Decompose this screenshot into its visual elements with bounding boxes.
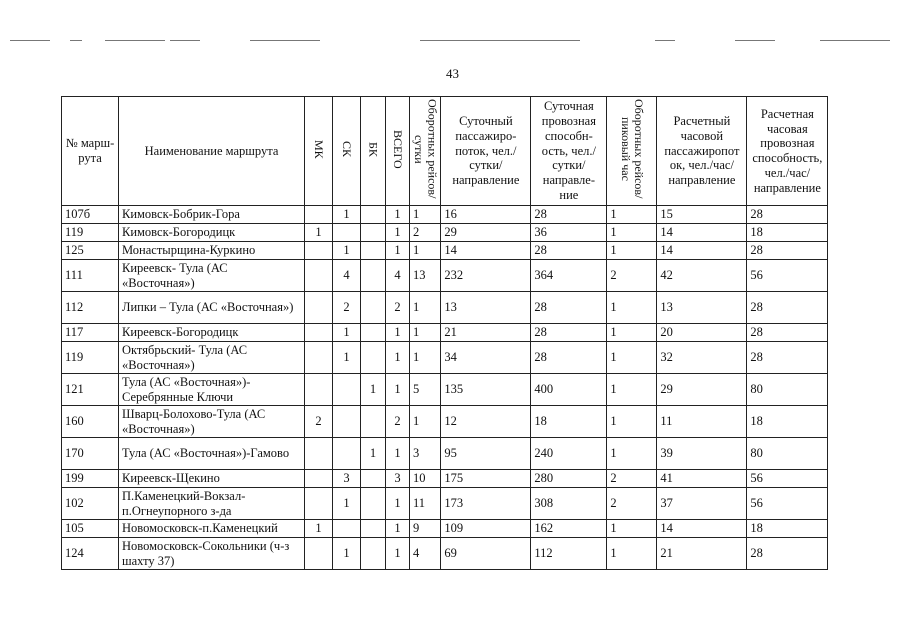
cell-bk: 1 (361, 438, 386, 470)
header-route-number: № марш-рута (62, 97, 119, 206)
cell-mk (305, 470, 333, 488)
cell-name: Новомосковск-Сокольники (ч-з шахту 37) (119, 538, 305, 570)
cell-hcap: 18 (747, 520, 828, 538)
cell-hcap: 56 (747, 260, 828, 292)
cell-turn: 1 (410, 242, 441, 260)
cell-flow: 29 (441, 224, 531, 242)
cell-cap: 28 (531, 342, 607, 374)
table-row (62, 406, 828, 438)
cell-peak: 1 (607, 520, 657, 538)
cell-hflow: 32 (657, 342, 747, 374)
cell-peak: 1 (607, 406, 657, 438)
cell-hcap: 28 (747, 324, 828, 342)
cell-total: 2 (386, 292, 410, 324)
cell-hflow: 14 (657, 520, 747, 538)
cell-peak: 1 (607, 324, 657, 342)
cell-sk: 2 (333, 292, 361, 324)
cell-turn: 13 (410, 260, 441, 292)
cell-total: 1 (386, 538, 410, 570)
cell-mk: 1 (305, 520, 333, 538)
cell-total: 3 (386, 470, 410, 488)
cell-bk (361, 242, 386, 260)
cell-flow: 12 (441, 406, 531, 438)
cell-mk (305, 438, 333, 470)
cell-sk: 1 (333, 488, 361, 520)
cell-sk: 1 (333, 206, 361, 224)
cell-mk (305, 324, 333, 342)
cell-hcap: 56 (747, 470, 828, 488)
cell-peak: 2 (607, 488, 657, 520)
cell-peak: 1 (607, 438, 657, 470)
cell-hcap: 28 (747, 242, 828, 260)
cell-hflow: 37 (657, 488, 747, 520)
cell-name: П.Каменецкий-Вокзал-п.Огнеупорного з-да (119, 488, 305, 520)
header-route-name: Наименование маршрута (119, 97, 305, 206)
cell-peak: 2 (607, 260, 657, 292)
cell-total: 4 (386, 260, 410, 292)
cell-total: 1 (386, 520, 410, 538)
cell-turn: 1 (410, 206, 441, 224)
table-row (62, 538, 828, 570)
header-hourly-flow: Расчетный часовой пассажиропот ок, чел./час/ направление (657, 97, 747, 206)
cell-flow: 13 (441, 292, 531, 324)
cell-flow: 109 (441, 520, 531, 538)
cell-turn: 1 (410, 324, 441, 342)
table-row (62, 324, 828, 342)
cell-name: Октябрьский- Тула (АС «Восточная») (119, 342, 305, 374)
cell-cap: 280 (531, 470, 607, 488)
cell-hflow: 41 (657, 470, 747, 488)
cell-turn: 1 (410, 406, 441, 438)
table-row (62, 224, 828, 242)
cell-turn: 2 (410, 224, 441, 242)
cell-sk: 1 (333, 538, 361, 570)
cell-peak: 1 (607, 342, 657, 374)
cell-no: 124 (62, 538, 119, 570)
cell-no: 107б (62, 206, 119, 224)
cell-bk (361, 292, 386, 324)
table-row (62, 374, 828, 406)
cell-name: Липки – Тула (АС «Восточная») (119, 292, 305, 324)
header-total: ВСЕГО (386, 97, 410, 206)
cell-hflow: 39 (657, 438, 747, 470)
cell-name: Новомосковск-п.Каменецкий (119, 520, 305, 538)
header-daily-capacity: Суточная провозная способн-ость, чел./сутки/ направле-ние (531, 97, 607, 206)
cell-name: Кимовск-Бобрик-Гора (119, 206, 305, 224)
cell-peak: 1 (607, 224, 657, 242)
cell-turn: 5 (410, 374, 441, 406)
cell-cap: 308 (531, 488, 607, 520)
cell-name: Шварц-Болохово-Тула (АС «Восточная») (119, 406, 305, 438)
cell-turn: 3 (410, 438, 441, 470)
cell-peak: 2 (607, 470, 657, 488)
cell-total: 1 (386, 488, 410, 520)
cell-name: Киреевск- Тула (АС «Восточная») (119, 260, 305, 292)
cell-total: 1 (386, 224, 410, 242)
cell-peak: 1 (607, 374, 657, 406)
header-mk: МК (305, 97, 333, 206)
cell-total: 2 (386, 406, 410, 438)
cell-hflow: 42 (657, 260, 747, 292)
cell-cap: 162 (531, 520, 607, 538)
cell-cap: 36 (531, 224, 607, 242)
cell-turn: 10 (410, 470, 441, 488)
cell-hflow: 15 (657, 206, 747, 224)
cell-no: 199 (62, 470, 119, 488)
cell-sk: 1 (333, 342, 361, 374)
cell-sk (333, 406, 361, 438)
cell-cap: 28 (531, 242, 607, 260)
table-row (62, 520, 828, 538)
cell-total: 1 (386, 242, 410, 260)
header-daily-passenger-flow: Суточный пассажиро-поток, чел./сутки/ направление (441, 97, 531, 206)
cell-bk (361, 406, 386, 438)
cell-sk (333, 438, 361, 470)
cell-bk (361, 520, 386, 538)
cell-cap: 364 (531, 260, 607, 292)
cell-total: 1 (386, 206, 410, 224)
cell-sk (333, 224, 361, 242)
cell-peak: 1 (607, 242, 657, 260)
cell-cap: 28 (531, 324, 607, 342)
cell-mk: 1 (305, 224, 333, 242)
cell-sk: 1 (333, 324, 361, 342)
cell-no: 121 (62, 374, 119, 406)
cell-bk (361, 324, 386, 342)
cell-name: Киреевск-Богородицк (119, 324, 305, 342)
cell-hflow: 14 (657, 242, 747, 260)
table-row (62, 342, 828, 374)
cell-mk (305, 292, 333, 324)
cell-turn: 11 (410, 488, 441, 520)
cell-hcap: 56 (747, 488, 828, 520)
cell-sk: 1 (333, 242, 361, 260)
cell-no: 160 (62, 406, 119, 438)
header-row (62, 97, 828, 206)
cell-cap: 240 (531, 438, 607, 470)
cell-name: Киреевск-Щекино (119, 470, 305, 488)
table-row (62, 438, 828, 470)
cell-hflow: 20 (657, 324, 747, 342)
cell-cap: 400 (531, 374, 607, 406)
page-number: 43 (446, 66, 459, 81)
cell-flow: 14 (441, 242, 531, 260)
cell-mk (305, 342, 333, 374)
table-row (62, 242, 828, 260)
cell-bk: 1 (361, 374, 386, 406)
table-row (62, 260, 828, 292)
cell-bk (361, 342, 386, 374)
cell-sk (333, 520, 361, 538)
cell-flow: 173 (441, 488, 531, 520)
cell-mk: 2 (305, 406, 333, 438)
cell-mk (305, 374, 333, 406)
cell-hflow: 29 (657, 374, 747, 406)
cell-name: Тула (АС «Восточная»)-Серебрянные Ключи (119, 374, 305, 406)
cell-name: Кимовск-Богородицк (119, 224, 305, 242)
cell-peak: 1 (607, 538, 657, 570)
cell-bk (361, 538, 386, 570)
cell-flow: 135 (441, 374, 531, 406)
cell-turn: 1 (410, 342, 441, 374)
cell-hcap: 28 (747, 538, 828, 570)
cell-sk: 4 (333, 260, 361, 292)
cell-mk (305, 260, 333, 292)
cell-mk (305, 488, 333, 520)
cell-hflow: 11 (657, 406, 747, 438)
cell-no: 125 (62, 242, 119, 260)
routes-table (61, 96, 828, 570)
cell-no: 105 (62, 520, 119, 538)
header-bk: БК (361, 97, 386, 206)
cell-hcap: 80 (747, 438, 828, 470)
cell-hcap: 28 (747, 206, 828, 224)
header-sk: СК (333, 97, 361, 206)
cell-sk (333, 374, 361, 406)
cell-total: 1 (386, 374, 410, 406)
cell-no: 117 (62, 324, 119, 342)
cell-flow: 95 (441, 438, 531, 470)
cell-no: 102 (62, 488, 119, 520)
cell-turn: 9 (410, 520, 441, 538)
header-peak-turnaround: Оборотных рейсов/ пиковый час (607, 97, 657, 206)
cell-flow: 69 (441, 538, 531, 570)
cell-cap: 28 (531, 206, 607, 224)
cell-no: 119 (62, 342, 119, 374)
cell-bk (361, 224, 386, 242)
cell-mk (305, 538, 333, 570)
cell-bk (361, 488, 386, 520)
header-turnaround-per-day: Оборотных рейсов/сутки (410, 97, 441, 206)
cell-flow: 232 (441, 260, 531, 292)
cell-bk (361, 260, 386, 292)
cell-peak: 1 (607, 206, 657, 224)
cell-hflow: 21 (657, 538, 747, 570)
cell-hflow: 13 (657, 292, 747, 324)
cell-sk: 3 (333, 470, 361, 488)
cell-name: Монастырщина-Куркино (119, 242, 305, 260)
cell-hcap: 28 (747, 292, 828, 324)
cell-cap: 112 (531, 538, 607, 570)
cell-mk (305, 242, 333, 260)
cell-hcap: 18 (747, 224, 828, 242)
cell-name: Тула (АС «Восточная»)-Гамово (119, 438, 305, 470)
cell-total: 1 (386, 438, 410, 470)
cell-bk (361, 470, 386, 488)
cell-peak: 1 (607, 292, 657, 324)
cell-no: 112 (62, 292, 119, 324)
cell-cap: 28 (531, 292, 607, 324)
cell-total: 1 (386, 342, 410, 374)
cell-hcap: 28 (747, 342, 828, 374)
cell-bk (361, 206, 386, 224)
table-row (62, 488, 828, 520)
table-row (62, 206, 828, 224)
cell-flow: 21 (441, 324, 531, 342)
table-row (62, 292, 828, 324)
cell-flow: 16 (441, 206, 531, 224)
cell-turn: 1 (410, 292, 441, 324)
cell-flow: 175 (441, 470, 531, 488)
cell-mk (305, 206, 333, 224)
cell-no: 170 (62, 438, 119, 470)
cell-flow: 34 (441, 342, 531, 374)
cell-no: 119 (62, 224, 119, 242)
cell-hcap: 80 (747, 374, 828, 406)
cell-cap: 18 (531, 406, 607, 438)
cell-hflow: 14 (657, 224, 747, 242)
cell-turn: 4 (410, 538, 441, 570)
cell-hcap: 18 (747, 406, 828, 438)
cell-total: 1 (386, 324, 410, 342)
cell-no: 111 (62, 260, 119, 292)
header-hourly-capacity: Расчетная часовая провозная способность, чел./час/ направление (747, 97, 828, 206)
table-row (62, 470, 828, 488)
